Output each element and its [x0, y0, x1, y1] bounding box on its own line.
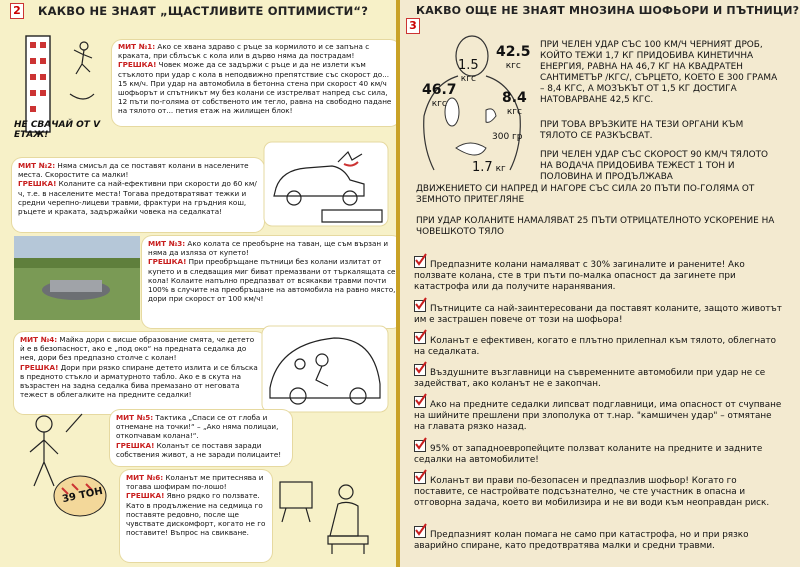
bullet-item: Предпазният колан помага не само при катастрофа, но и при рязко аварийно спиране, като предотвратява малки и средни травми.: [414, 526, 784, 552]
myth-2-box: [12, 158, 264, 232]
left-heading: КАКВО НЕ ЗНАЯТ „ЩАСТЛИВИТЕ ОПТИМИСТИ“?: [38, 4, 369, 18]
check-icon: [414, 440, 426, 452]
myth-6-answer: Явно рядко го ползвате. Като в продължение на седмица го поставяте редовно, после ще чувствате дискомфорт, когато не го поставите! Въпрос на свикване.: [126, 491, 266, 538]
brain-force-value: 42.5: [496, 44, 531, 60]
paragraph-body-motion: ДВИЖЕНИЕТО СИ НАПРЕД И НАГОРЕ СЪС СИЛА 20 ПЪТИ ПО-ГОЛЯМА ОТ ЗЕМНОТО ПРИТЕГЛЯНЕ: [416, 184, 755, 205]
bullet-item: Коланът ви прави по-безопасен и предпазлив шофьор! Когато го поставите, се настройвате подсъзнателно, че сте участник в опасна и отговорна задача, което ви мобилизира и не ви води към неоправдан риск.: [414, 472, 784, 510]
myth-5-error: ГРЕШКА!: [116, 440, 155, 450]
check-icon: [414, 364, 426, 376]
check-icon: [414, 472, 426, 484]
bullet-item: Пътниците са най-заинтересовани да поставят коланите, защото животът им е застрашен повече от този на шофьора!: [414, 300, 784, 326]
check-icon: [414, 396, 426, 408]
myth-5-answer: Коланът се поставя заради собствения живот, а не заради полицаите!: [116, 440, 282, 459]
myth-5-label: МИТ №5:: [116, 413, 154, 422]
myth-3-text: Ако колата се преобърне на таван, ще съм вързан и няма да изляза от купето!: [148, 239, 389, 258]
paragraph-organs-force: ПРИ ЧЕЛЕН УДАР СЪС 100 КМ/Ч ЧЕРНИЯТ ДРОБ, КОЙТО ТЕЖИ 1,7 КГ ПРИДОБИВА КИНЕТИЧНА ЕНЕРГИЯ, РАВНА НА 46,7 КГ НА КВАДРАТЕН САНТИМЕТЪР /КГС/, СЪРЦЕТО, КОЕТО Е 300 ГРАМА – 8,4 КГС, А МОЗЪКЪТ ОТ 1,5 КГ ДОСТИГА НАТОВАРВАНЕ 42,5 КГС.: [540, 40, 778, 105]
myth-1-error: ГРЕШКА!: [118, 60, 157, 70]
bullet-item: Коланът е ефективен, когато е плътно прилепнал към тялото, облегнато на седалката.: [414, 332, 784, 358]
myth-5-text: Тактика „Спаси се от глоба и отнемане на точки!“ – „Ако няма полицаи, откопчавам колана!“.: [116, 413, 279, 441]
myth-4-label: МИТ №4:: [20, 335, 58, 344]
check-icon: [414, 526, 426, 538]
paragraph-organs-tear: ПРИ ТОВА ВРЪЗКИТЕ НА ТЕЗИ ОРГАНИ КЪМ ТЯЛОТО СЕ РАЗКЪСВАТ.: [540, 120, 744, 141]
sketch-caption: НЕ СВАЧАЙ ОТ V ЕТАЖ!: [14, 120, 101, 140]
myth-4-box: [14, 332, 266, 414]
bullet-item: Предпазните колани намаляват с 30% загиналите и ранените! Ако ползвате колана, сте в три пъти по-малка опасност да загинете при катастрофа или да получите наранявания.: [414, 256, 784, 294]
page-number: 2: [10, 3, 24, 19]
myth-3-answer: При преобръщане пътници без колани излитат от купето и в следващия миг биват премазвани от търкалящата се кола! Колаите напълно предпазват от всякакви травми почти 100% в случите на преобръщане на автомобила на равно място, дори при скорост от 100 км/ч!: [148, 257, 396, 304]
check-icon: [414, 256, 426, 268]
brain-unit: кгс: [460, 74, 476, 84]
liver-force-value: 46.7: [422, 82, 457, 98]
check-icon: [414, 332, 426, 344]
liver-weight-value: 1.7: [472, 160, 493, 175]
child-in-car-sketch: [260, 324, 390, 414]
page-number: 3: [406, 18, 420, 34]
right-page: [400, 0, 800, 567]
liver-force-unit: кгс: [431, 99, 447, 109]
myth-1-text: Ако се хвана здраво с ръце за кормилото и се запъна с краката, при сблъсък с кола или в дърво няма да пострадам!: [118, 42, 370, 61]
man-in-chair-sketch: [272, 474, 388, 560]
paragraph-body-weight: ПРИ ЧЕЛЕН УДАР СЪС СКОРОСТ 90 КМ/Ч ТЯЛОТО НА ВОДАЧА ПРИДОБИВА ТЕЖЕСТ 1 ТОН И ПОЛОВИНА И ПРОДЪЛЖАВА: [540, 150, 769, 182]
myth-6-box: [120, 470, 272, 562]
paragraph-belt-deceleration: ПРИ УДАР КОЛАНИТЕ НАМАЛЯВАТ 25 ПЪТИ ОТРИЦАТЕЛНОТО УСКОРЕНИЕ НА ЧОВЕШКОТО ТЯЛО: [416, 216, 775, 237]
myth-2-label: МИТ №2:: [18, 161, 56, 170]
brain-value: 1.5: [458, 58, 479, 73]
myth-6-label: МИТ №6:: [126, 473, 164, 482]
sack-label: 39 ТОН: [61, 485, 104, 506]
heart-force-unit: кгс: [506, 107, 522, 117]
myth-5-box: [110, 410, 292, 466]
heart-force-value: 8.4: [502, 90, 527, 106]
liver-weight-unit: кг: [495, 164, 506, 174]
heart-weight: 300 гр: [492, 132, 523, 142]
myth-4-error: ГРЕШКА!: [20, 362, 59, 372]
myth-6-text: Коланът ме притеснява и тогава шофирам по-лошо!: [126, 473, 264, 492]
myth-2-error: ГРЕШКА!: [18, 179, 57, 189]
myth-3-error: ГРЕШКА!: [148, 257, 187, 267]
myth-1-answer: Човек може да се задържи с ръце и да не излети към стъклото при удар с кола в неподвижно препятствие със скорост до... 15 км/ч. При удар на автомобила в бетонна стена при скорост 40 км/ч шофьорът и спътникът му без колани се изстрелват напред със сила, 12 пъти по-голяма от собственото им тегло, равна на свободно падане на тялото от... петия етаж на жилищен блок!: [118, 60, 392, 116]
overturned-car-photo: [14, 236, 140, 320]
bullet-item: 95% от западноевропейците ползват коланите на предните и задните седалки на автомобилите!: [414, 440, 784, 466]
right-heading: КАКВО ОЩЕ НЕ ЗНАЯТ МНОЗИНА ШОФЬОРИ И ПЪТНИЦИ?: [416, 4, 800, 17]
myth-2-text: Няма смисъл да се поставят колани в населените места. Скоростите са малки!: [18, 161, 249, 180]
myth-1-label: МИТ №1:: [118, 42, 156, 51]
myth-4-text: Майка дори с висше образование смята, че детето ѝ е в безопасност, ако е „под око“ на предната седалка до нея, дори без предпазно столче с колан!: [20, 335, 255, 363]
myth-3-box: [142, 236, 396, 328]
farmer-sack-sketch: [14, 410, 110, 520]
check-icon: [414, 300, 426, 312]
bullet-item: Ако на предните седалки липсват подглавници, има опасност от счупване на шийните прешлени при злополука от т.нар. "камшичен удар" – отмятане на главата рязко назад.: [414, 396, 784, 434]
car-crash-sketch: [262, 140, 390, 228]
myth-2-answer: Коланите са най-ефективни при скорости до 60 км/ч, т.е. в населените места! Тогава предотвратяват тежки и средни черепно-лицеви травми, фрактури на гръдния кош, ръцете и краката, задържайки човека на седалката!: [18, 179, 257, 217]
bullet-item: Въздушните възглавници на съвременните автомобили при удар не се задействат, ако коланът не е закопчан.: [414, 364, 784, 390]
myth-3-label: МИТ №3:: [148, 239, 186, 248]
left-page: [0, 0, 396, 567]
myth-6-error: ГРЕШКА!: [126, 491, 165, 501]
myth-1-box: [112, 40, 396, 126]
myth-4-answer: Дори при рязко спиране детето излита и се блъска в предното стъкло и арматурното табло. Ако е в скута на възрастен на задна седалка бива премазано от неговата тежест в облегалките на предните седалки!: [20, 362, 258, 400]
brain-force-unit: кгс: [505, 61, 521, 71]
